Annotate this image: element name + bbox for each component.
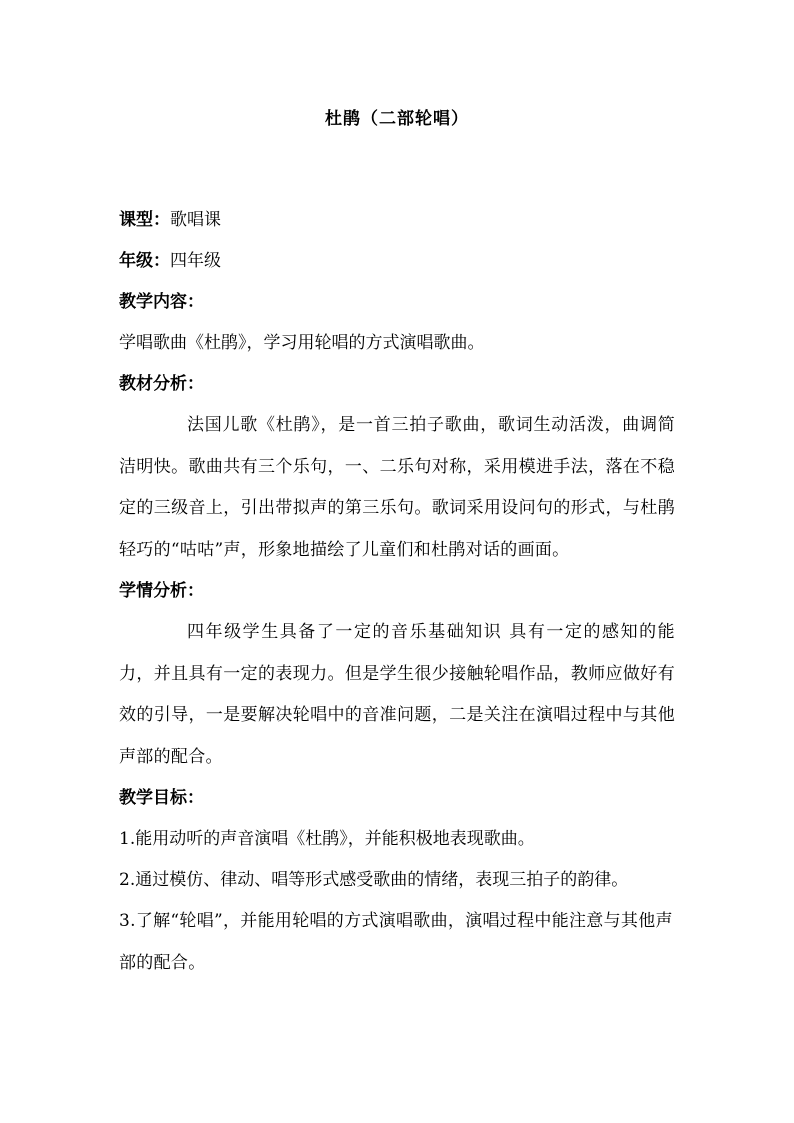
objectives-heading: 教学目标： xyxy=(119,788,204,808)
document-title: 杜鹃（二部轮唱） xyxy=(325,109,469,129)
objective-item-3: 3.了解“轮唱”，并能用轮唱的方式演唱歌曲，演唱过程中能注意与其他声部的配合。 xyxy=(119,911,673,973)
content-heading: 教学内容： xyxy=(119,292,204,312)
content-text: 学唱歌曲《杜鹃》，学习用轮唱的方式演唱歌曲。 xyxy=(119,333,485,353)
grade-line xyxy=(119,241,675,282)
objective-item-1: 1.能用动听的声音演唱《杜鹃》，并能积极地表现歌曲。 xyxy=(119,829,535,849)
student-analysis-text: 四年级学生具备了一定的音乐基础知识 具有一定的感知的能力，并且具有一定的表现力。但是学生很少接触轮唱作品，教师应做好有效的引导，一是要解决轮唱中的音准问题，二是关注在演唱过程中与其他声部的配合。 xyxy=(119,622,675,767)
grade-value: 四年级 xyxy=(170,251,221,271)
lesson-type-value: 歌唱课 xyxy=(170,210,221,230)
material-analysis-heading: 教材分析： xyxy=(119,374,204,394)
material-analysis-text: 法国儿歌《杜鹃》，是一首三拍子歌曲，歌词生动活泼，曲调简洁明快。歌曲共有三个乐句，一、二乐句对称，采用模进手法，落在不稳定的三级音上，引出带拟声的第三乐句。歌词采用设问句的形式，与杜鹃轻巧的“咕咕”声，形象地描绘了儿童们和杜鹃对话的画面。 xyxy=(119,415,675,560)
lesson-type-line xyxy=(119,200,675,241)
objective-item-2: 2.通过模仿、律动、唱等形式感受歌曲的情绪，表现三拍子的韵律。 xyxy=(119,870,629,890)
student-analysis-heading: 学情分析： xyxy=(119,581,204,601)
grade-label: 年级： xyxy=(119,251,170,271)
document-body xyxy=(119,200,675,984)
lesson-type-label: 课型： xyxy=(119,210,170,230)
